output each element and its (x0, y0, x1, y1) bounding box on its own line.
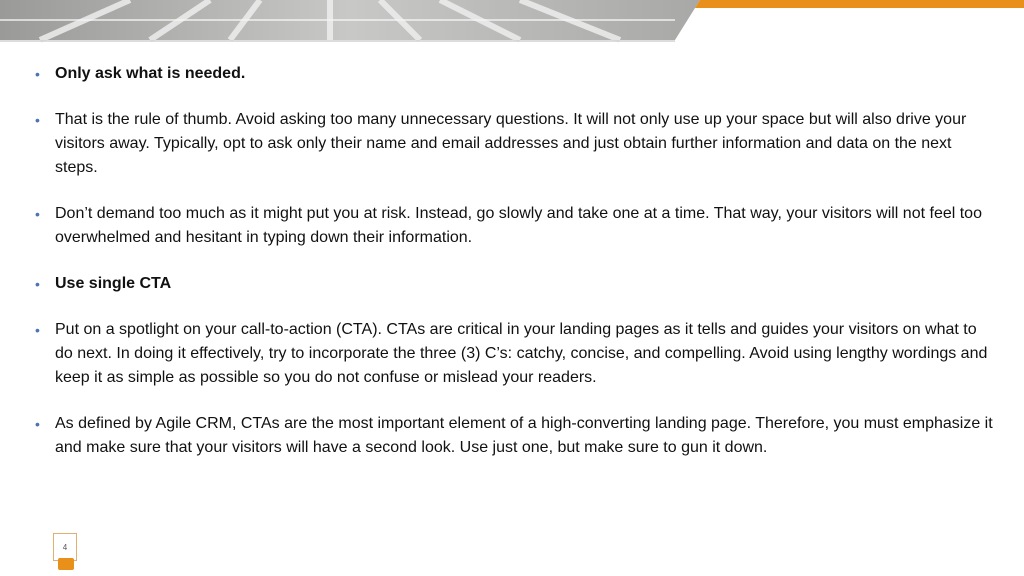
bullet-text: Put on a spotlight on your call-to-action (CTA). CTAs are critical in your landing pages as it tells and guides your visitors on what to do next. In doing it effectively, try to incorporate the three (3) C’s: catchy, concise, and compelling. Avoid using lengthy wordings and keep it as simple as possible so you do not confuse or mislead your readers. (55, 321, 988, 386)
bullet-item (35, 62, 995, 86)
bullet-dot: • (35, 416, 40, 432)
bullet-item (35, 108, 995, 180)
bullet-dot: • (35, 66, 40, 82)
bullet-text: As defined by Agile CRM, CTAs are the most important element of a high-converting landing page. Therefore, you must emphasize it and make sure that your visitors will have a second look. Use just one, but make sure to gun it down. (55, 415, 993, 456)
bullet-dot: • (35, 322, 40, 338)
slide-body (35, 62, 995, 482)
header-banner (0, 0, 1024, 44)
bullet-item (35, 272, 995, 296)
bullet-text: Only ask what is needed. (55, 65, 246, 82)
page-number-tab (58, 558, 74, 570)
bullet-dot: • (35, 112, 40, 128)
page-number: 4 (53, 533, 77, 561)
bullet-text: Use single CTA (55, 275, 172, 292)
header-graphic (0, 0, 1024, 44)
bullet-item (35, 412, 995, 460)
bullet-text: Don’t demand too much as it might put you at risk. Instead, go slowly and take one at a time. That way, your visitors will not feel too overwhelmed and hesitant in typing down their information. (55, 205, 982, 246)
bullet-text: That is the rule of thumb. Avoid asking too many unnecessary questions. It will not only use up your space but will also drive your visitors away. Typically, opt to ask only their name and email addresses and just obtain further information and data on the next steps. (55, 111, 967, 176)
bullet-dot: • (35, 206, 40, 222)
bullet-dot: • (35, 276, 40, 292)
bullet-item (35, 318, 995, 390)
bullet-item (35, 202, 995, 250)
